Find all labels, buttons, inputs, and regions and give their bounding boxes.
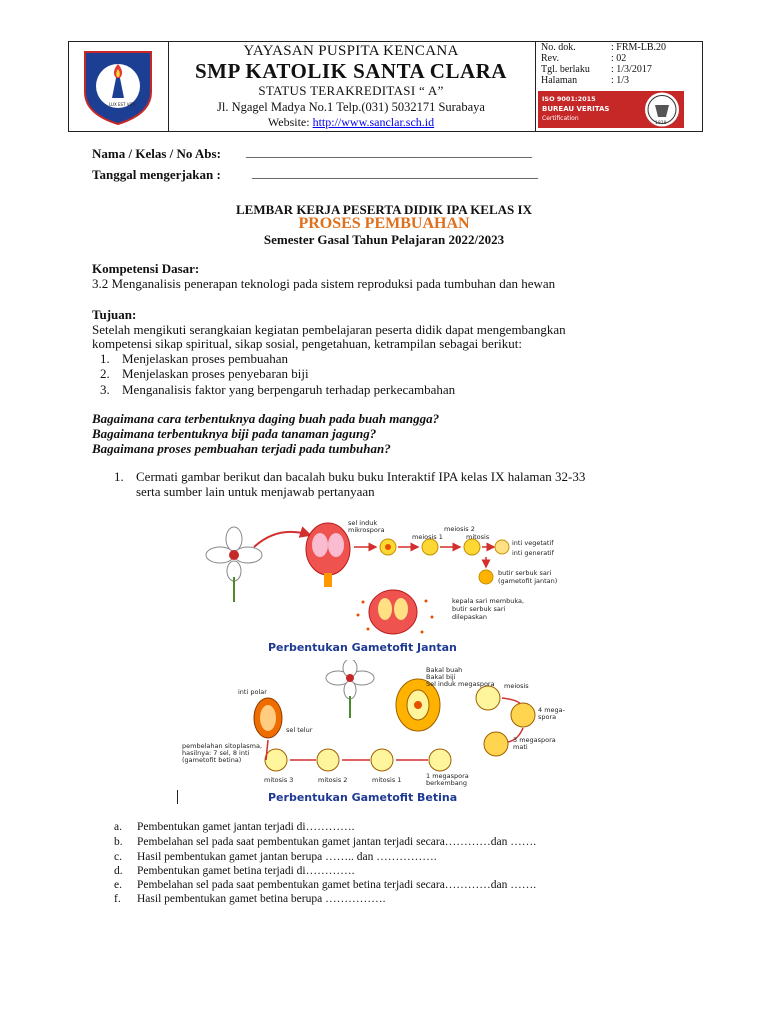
label-3-megaspora: 3 megaspora [513, 736, 556, 744]
answer-letter: a. [114, 821, 122, 833]
label-mikrospora: mikrospora [348, 526, 385, 534]
label-1-megaspora: berkembang [426, 779, 468, 787]
mitosis-2-cell [317, 749, 339, 771]
label-bakal-biji: Bakal biji [426, 673, 456, 681]
answer-prompt[interactable]: Pembentukan gamet jantan terjadi di…………. [137, 821, 355, 833]
label-kepala-sari: butir serbuk sari [452, 605, 506, 613]
flower-icon [206, 527, 262, 602]
foundation-name: YAYASAN PUSPITA KENCANA [243, 43, 459, 59]
name-label: Nama / Kelas / No Abs: [92, 146, 221, 161]
tujuan-intro: Setelah mengikuti serangkaian kegiatan pembelajaran peserta didik dapat mengembangkan [92, 322, 566, 337]
label-mitosis-3: mitosis 3 [264, 776, 294, 784]
label-4-megaspora: 4 mega- [538, 706, 565, 714]
answer-letter: c. [114, 851, 122, 863]
doc-info-row [541, 53, 626, 64]
mitosis-3-cell [265, 749, 287, 771]
dyad-cell [422, 539, 438, 555]
label-mitosis-2: mitosis 2 [318, 776, 348, 784]
tujuan-item-number: 2. [100, 366, 110, 381]
four-megaspores [511, 703, 535, 727]
date-label: Tanggal mengerjakan : [92, 167, 221, 182]
answer-prompt[interactable]: Pembelahan sel pada saat pembentukan gamet jantan terjadi secara…………dan ……. [137, 836, 537, 848]
tujuan-item: Menjelaskan proses pembuahan [122, 351, 289, 366]
embryo-sac-icon [254, 698, 282, 738]
label-inti-generatif: inti generatif [512, 549, 554, 557]
website-line [168, 115, 534, 130]
tujuan-intro: kompetensi sikap spiritual, sikap sosial, pengetahuan, ketrampilan sebagai berikut: [92, 336, 522, 351]
label-4-megaspora: spora [538, 713, 557, 721]
doc-info-key: No. dok. [541, 42, 576, 53]
iso-certification-badge [538, 91, 684, 128]
megaspore-cell [476, 686, 500, 710]
kd-heading: Kompetensi Dasar: [92, 261, 200, 276]
semester-line: Semester Gasal Tahun Pelajaran 2022/2023 [263, 232, 505, 247]
iso-bureau: BUREAU VERITAS [542, 105, 610, 113]
label-mitosis-1: mitosis 1 [372, 776, 402, 784]
date-blank[interactable]: ____________________________________________ [252, 165, 538, 180]
label-meiosis-2: meiosis 2 [444, 525, 475, 533]
task-number: 1. [114, 469, 124, 484]
doc-info-row [541, 64, 652, 75]
doc-info-key: Halaman [541, 75, 578, 86]
label-sel-induk-megaspora: Sel induk megaspora [426, 680, 495, 688]
task-instruction: serta sumber lain untuk menjawab pertanyaan [136, 484, 375, 499]
website-label: Website: [267, 115, 313, 129]
mitosis-1-cell [371, 749, 393, 771]
open-anther-icon [357, 590, 434, 634]
answer-letter: b. [114, 836, 123, 848]
answer-prompt[interactable]: Hasil pembentukan gamet betina berupa ……………. [137, 893, 386, 905]
guiding-question: Bagaimana proses pembuahan terjadi pada tumbuhan? [92, 441, 391, 456]
label-inti-polar: inti polar [238, 688, 267, 696]
label-bakal-buah: Bakal buah [426, 666, 463, 674]
label-meiosis-1: meiosis 1 [412, 533, 443, 541]
seal-year: 1828 [655, 121, 667, 126]
female-gametophyte-diagram [178, 660, 578, 800]
label-mitosis: mitosis [466, 533, 490, 541]
tetrad-cell [464, 539, 480, 555]
tujuan-item-number: 3. [100, 382, 110, 397]
tujuan-item-number: 1. [100, 351, 110, 366]
label-meiosis: meiosis [504, 682, 529, 690]
school-logo [79, 48, 157, 126]
pollen-grain [479, 570, 493, 584]
name-blank[interactable]: ____________________________________________ [246, 144, 532, 159]
tujuan-item: Menganalisis faktor yang berpengaruh terhadap perkecambahan [122, 382, 456, 397]
guiding-question: Bagaimana terbentuknya biji pada tanaman jagung? [92, 426, 377, 441]
tujuan-item: Menjelaskan proses penyebaran biji [122, 366, 309, 381]
doc-info-row [541, 75, 629, 86]
label-gametofit-jantan: (gametofit jantan) [498, 577, 558, 585]
answer-prompt[interactable]: Pembelahan sel pada saat pembentukan gamet betina terjadi secara…………dan ……. [137, 879, 537, 891]
label-1-megaspora: 1 megaspora [426, 772, 469, 780]
doc-info-key: Rev. [541, 53, 559, 64]
label-pembelahan: hasilnya: 7 sel, 8 inti [182, 749, 250, 757]
worksheet-title: LEMBAR KERJA PESERTA DIDIK IPA KELAS IX [236, 202, 532, 217]
figure1-caption: Perbentukan Gametofit Jantan [268, 641, 457, 654]
doc-info-key: Tgl. berlaku [541, 64, 590, 75]
functional-megaspore [429, 749, 451, 771]
doc-info-value: : 02 [611, 53, 627, 64]
figure2-caption: Perbentukan Gametofit Betina [268, 791, 458, 804]
label-3-megaspora: mati [513, 743, 528, 751]
kd-text: 3.2 Menganalisis penerapan teknologi pada sistem reproduksi pada tumbuhan dan hewan [92, 276, 556, 291]
label-kepala-sari: kepala sari membuka, [452, 597, 525, 605]
doc-info-value: : 1/3 [611, 75, 630, 86]
guiding-question: Bagaimana cara terbentuknya daging buah pada buah mangga? [92, 411, 440, 426]
label-inti-vegetatif: inti vegetatif [512, 539, 554, 547]
doc-info-row [541, 42, 666, 53]
school-address: Jl. Ngagel Madya No.1 Telp.(031) 5032171 Surabaya [217, 100, 485, 114]
figure-divider [177, 790, 178, 804]
answer-prompt[interactable]: Pembentukan gamet betina terjadi di…………. [137, 865, 355, 877]
label-pembelahan: (gametofit betina) [182, 756, 242, 764]
logo-motto: LUX EST VITA [109, 102, 136, 107]
anther-icon [306, 523, 350, 587]
school-name: SMP KATOLIK SANTA CLARA [195, 59, 507, 83]
website-link[interactable]: http://www.sanclar.sch.id [312, 115, 435, 129]
accreditation-status: STATUS TERAKREDITASI “ A” [258, 83, 444, 98]
task-instruction: Cermati gambar berikut dan bacalah buku buku Interaktif IPA kelas IX halaman 32-33 [136, 469, 586, 484]
iso-standard: ISO 9001:2015 [542, 95, 596, 103]
answer-letter: f. [114, 893, 121, 905]
iso-cert: Certification [542, 115, 579, 122]
answer-prompt[interactable]: Hasil pembentukan gamet jantan berupa …….. dan ……………. [137, 851, 437, 863]
pollen-grain-stage [495, 540, 509, 554]
doc-info-value: : 1/3/2017 [611, 64, 652, 75]
three-megaspores-dead [484, 732, 508, 756]
label-sel-telur: sel telur [286, 726, 313, 734]
divider [535, 42, 536, 131]
male-gametophyte-diagram [198, 517, 578, 642]
label-sel-induk: sel induk [348, 519, 378, 527]
label-kepala-sari: dilepaskan [452, 613, 487, 621]
flower-icon [326, 660, 374, 718]
label-pembelahan: pembelahan sitoplasma, [182, 742, 263, 750]
tujuan-heading: Tujuan: [92, 307, 137, 322]
label-butir-serbuk-sari: butir serbuk sari [498, 569, 552, 577]
answer-letter: e. [114, 879, 122, 891]
doc-info-value: : FRM-LB.20 [611, 42, 667, 53]
answer-letter: d. [114, 865, 123, 877]
topic-title: PROSES PEMBUAHAN [298, 215, 470, 232]
